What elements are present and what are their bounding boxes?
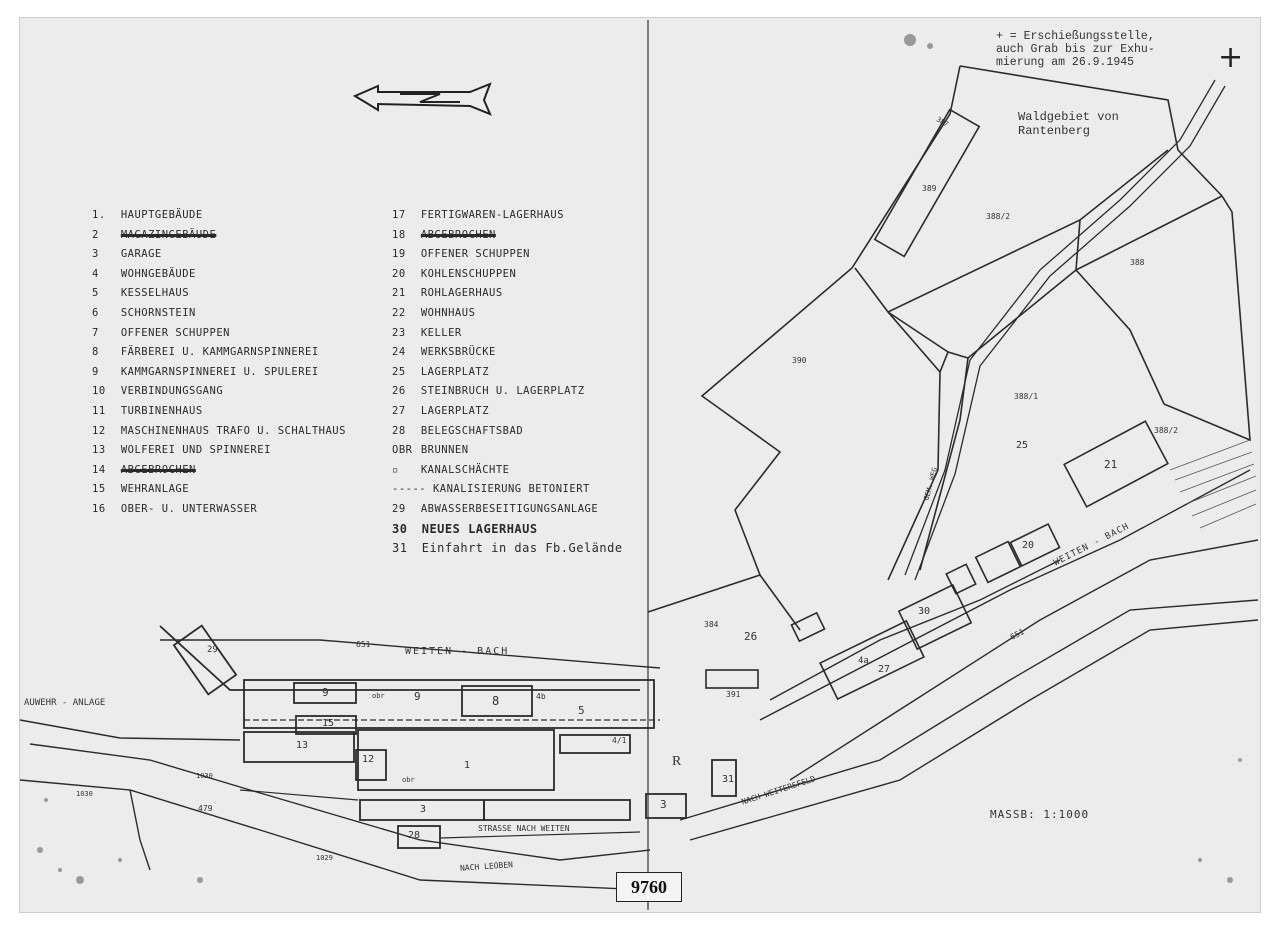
legend-item-label: BRUNNEN: [420, 444, 469, 457]
legend-item: [92, 226, 346, 246]
building-label: 9: [414, 690, 421, 703]
legend-item: [392, 461, 623, 481]
legend-item-label: KELLER: [420, 326, 462, 339]
building-label: 15: [322, 718, 335, 729]
legend-item-number: 4: [92, 267, 99, 280]
legend-item-label: LAGERPLATZ: [420, 365, 490, 378]
legend-item-number: -----: [392, 483, 427, 496]
road-right: [680, 600, 1258, 840]
building-label: 9: [322, 686, 329, 699]
parcel-label: 479: [198, 804, 213, 813]
stream-label-right: WEITEN - BACH: [1052, 521, 1132, 569]
legend-item-label: ABWASSERBESEITIGUNGSANLAGE: [420, 502, 599, 515]
legend-item-label: SCHORNSTEIN: [120, 306, 196, 319]
legend-item-number: 2: [92, 228, 99, 241]
legend-item: [392, 539, 623, 559]
building-label: 5: [578, 704, 585, 717]
weir-label: AUWEHR - ANLAGE: [24, 698, 106, 708]
parcel-label: 1029: [316, 854, 333, 862]
legend-item: [92, 245, 346, 265]
legend-item: [92, 343, 346, 363]
building-label: 13: [296, 740, 309, 751]
parcel-lines: [648, 66, 1250, 630]
main-factory: [160, 626, 736, 848]
legend-item-label: WOHNGEBÄUDE: [120, 267, 196, 280]
legend-item-label: KAMMGARNSPINNEREI U. SPULEREI: [120, 365, 319, 378]
legend-item-number: 25: [392, 365, 406, 378]
legend-item-label: OBER- U. UNTERWASSER: [120, 502, 258, 515]
legend-item-number: 5: [92, 287, 99, 300]
forest-label: Waldgebiet von Rantenberg: [1018, 110, 1119, 138]
legend-item-number: 12: [92, 424, 106, 437]
building-label: 12: [362, 754, 375, 765]
legend-item-label: ROHLAGERHAUS: [420, 287, 503, 300]
building-label: 3: [420, 804, 427, 815]
building-label: 27: [878, 664, 891, 675]
archive-number: 9760: [616, 872, 682, 902]
parcel-label: 388/1: [1014, 392, 1039, 401]
building-label: obr: [372, 692, 385, 700]
legend-item-number: 16: [92, 502, 106, 515]
building-label: 30: [918, 606, 931, 617]
legend-item-number: 30: [392, 521, 408, 536]
execution-site-note: + = Erschießungsstelle, auch Grab bis zur Exhu- mierung am 26.9.1945: [996, 30, 1155, 69]
legend-item-label: OFFENER SCHUPPEN: [120, 326, 230, 339]
building-label: 4/1: [612, 736, 627, 745]
legend-item-label: KESSELHAUS: [120, 287, 190, 300]
legend-item-label: FÄRBEREI U. KAMMGARNSPINNEREI: [120, 346, 319, 359]
legend-item-label: Einfahrt in das Fb.Gelände: [421, 541, 623, 556]
forest-way-label: GEM. WEG: [922, 466, 940, 502]
parcel-label: 1030: [196, 772, 213, 780]
legend-item: [92, 500, 346, 520]
legend-item-label: ABGEBROCHEN: [420, 228, 496, 241]
legend-item: [392, 441, 623, 461]
building-label: 4b: [536, 692, 546, 701]
legend-item-number: OBR: [392, 444, 413, 457]
legend-right: [392, 206, 623, 559]
mark-r: R: [672, 754, 682, 769]
parcel-label: 651: [356, 640, 371, 649]
parcel-label: 651: [1008, 627, 1026, 642]
legend-item: [392, 324, 623, 344]
legend-item-label: GARAGE: [120, 248, 162, 261]
legend-item-label: KANALSCHÄCHTE: [420, 463, 510, 476]
legend-item: [392, 422, 623, 442]
parcel-label: 387: [934, 115, 950, 129]
legend-item: [392, 265, 623, 285]
legend-item: [92, 480, 346, 500]
parcel-label: 1030: [76, 790, 93, 798]
legend-item-label: FERTIGWAREN-LAGERHAUS: [420, 209, 565, 221]
stream-upper: [760, 470, 1258, 780]
legend-item-number: 21: [392, 287, 406, 300]
legend-item: [392, 382, 623, 402]
building-label: 28: [408, 830, 421, 841]
legend-item-label: MAGAZINGEBÄUDE: [120, 228, 217, 241]
legend-item: [392, 245, 623, 265]
legend-item: [392, 206, 623, 226]
execution-cross-icon: +: [1218, 40, 1244, 75]
legend-item-label: MASCHINENHAUS TRAFO U. SCHALTHAUS: [120, 424, 346, 437]
legend-item-number: 24: [392, 346, 406, 359]
parcel-389-plot: [875, 110, 979, 257]
legend-item-label: STEINBRUCH U. LAGERPLATZ: [420, 385, 585, 398]
legend-item-label: WOLFEREI UND SPINNEREI: [120, 444, 271, 457]
road-label-lower: STRASSE NACH WEITEN: [478, 824, 570, 833]
legend-item-number: 26: [392, 385, 406, 398]
legend-item-label: TURBINENHAUS: [120, 404, 203, 417]
building-label: 8: [492, 694, 500, 708]
slope-hatching: [1170, 440, 1256, 528]
parcel-label: 389: [922, 184, 937, 193]
legend-item: [392, 402, 623, 422]
legend-item: [392, 480, 623, 500]
legend-item-number: 20: [392, 267, 406, 280]
building-label: 29: [207, 645, 218, 655]
building-label: 1: [464, 760, 471, 771]
legend-item: [392, 500, 623, 520]
legend-item-label: BELEGSCHAFTSBAD: [420, 424, 524, 437]
legend-item: [92, 363, 346, 383]
legend-item: [92, 206, 346, 226]
road-label-right: NACH WEITERSFELD: [740, 774, 817, 807]
legend-item-number: 22: [392, 306, 406, 319]
legend-item-label: WERKSBRÜCKE: [420, 346, 496, 359]
legend-item-number: 13: [92, 444, 106, 457]
parcel-label: 388/2: [986, 212, 1011, 221]
legend-item-number: 23: [392, 326, 406, 339]
legend-item: [392, 343, 623, 363]
legend-item-label: NEUES LAGERHAUS: [421, 521, 538, 536]
legend-item: [392, 226, 623, 246]
parcel-label: 388: [1130, 258, 1145, 267]
legend-item-label: KANALISIERUNG BETONIERT: [432, 483, 590, 496]
legend-item-number: 19: [392, 248, 406, 261]
legend-item-label: VERBINDUNGSGANG: [120, 385, 224, 398]
legend-item-number: 15: [92, 483, 106, 496]
legend-item: [92, 461, 346, 481]
legend-item: [92, 422, 346, 442]
legend-item-number: 8: [92, 346, 99, 359]
legend-item-number: 17: [392, 209, 406, 221]
legend-item-label: LAGERPLATZ: [420, 404, 490, 417]
legend-item: [92, 382, 346, 402]
legend-item: [92, 284, 346, 304]
legend-item: [392, 304, 623, 324]
legend-item-number: ▫: [392, 463, 399, 476]
legend-item: [92, 441, 346, 461]
stream-lower: [20, 640, 660, 890]
scale-label: MASSB: 1:1000: [990, 808, 1090, 821]
building-label: obr: [402, 776, 415, 784]
legend-item-number: 31: [392, 541, 408, 556]
legend-item: [392, 520, 623, 540]
legend-item-number: 7: [92, 326, 99, 339]
legend-item: [92, 324, 346, 344]
legend-item-label: ABGEBROCHEN: [120, 463, 196, 476]
legend-item-number: 10: [92, 385, 106, 398]
legend-item-label: WOHNHAUS: [420, 306, 476, 319]
stream-label-left: WEITEN - BACH: [405, 646, 510, 657]
legend-item-number: 29: [392, 502, 406, 515]
right-buildings: [706, 421, 1168, 699]
legend-item-number: 18: [392, 228, 406, 241]
parcel-label: 388/2: [1154, 426, 1179, 435]
building-label: 31: [722, 774, 735, 785]
north-arrow-icon: [355, 84, 490, 114]
road-label-bottom: NACH LEOBEN: [459, 860, 514, 873]
building-label: 26: [744, 630, 758, 643]
legend-item: [92, 304, 346, 324]
legend-item-number: 9: [92, 365, 99, 378]
legend-item-number: 3: [92, 248, 99, 261]
legend-item: [92, 265, 346, 285]
building-label: 25: [1016, 440, 1029, 451]
parcel-label: 391: [726, 690, 741, 699]
legend-item: [392, 363, 623, 383]
parcel-label: 390: [792, 356, 807, 365]
legend-item-number: 28: [392, 424, 406, 437]
legend-item-number: 6: [92, 306, 99, 319]
legend-item-number: 11: [92, 404, 106, 417]
legend-item-number: 14: [92, 463, 106, 476]
legend-left: [92, 206, 346, 520]
legend-item: [392, 284, 623, 304]
road-upper: [905, 80, 1225, 580]
legend-item-number: 27: [392, 404, 406, 417]
parcel-label: 384: [704, 620, 719, 629]
legend-item-label: KOHLENSCHUPPEN: [420, 267, 517, 280]
building-label: 4a: [858, 656, 869, 666]
building-label: 21: [1104, 458, 1118, 471]
legend-item-number: 1.: [92, 209, 106, 221]
legend-item-label: HAUPTGEBÄUDE: [120, 209, 203, 221]
legend-item-label: WEHRANLAGE: [120, 483, 190, 496]
building-label: 3: [660, 798, 667, 811]
legend-item: [92, 402, 346, 422]
building-label: 20: [1022, 540, 1035, 551]
legend-item-label: OFFENER SCHUPPEN: [420, 248, 530, 261]
